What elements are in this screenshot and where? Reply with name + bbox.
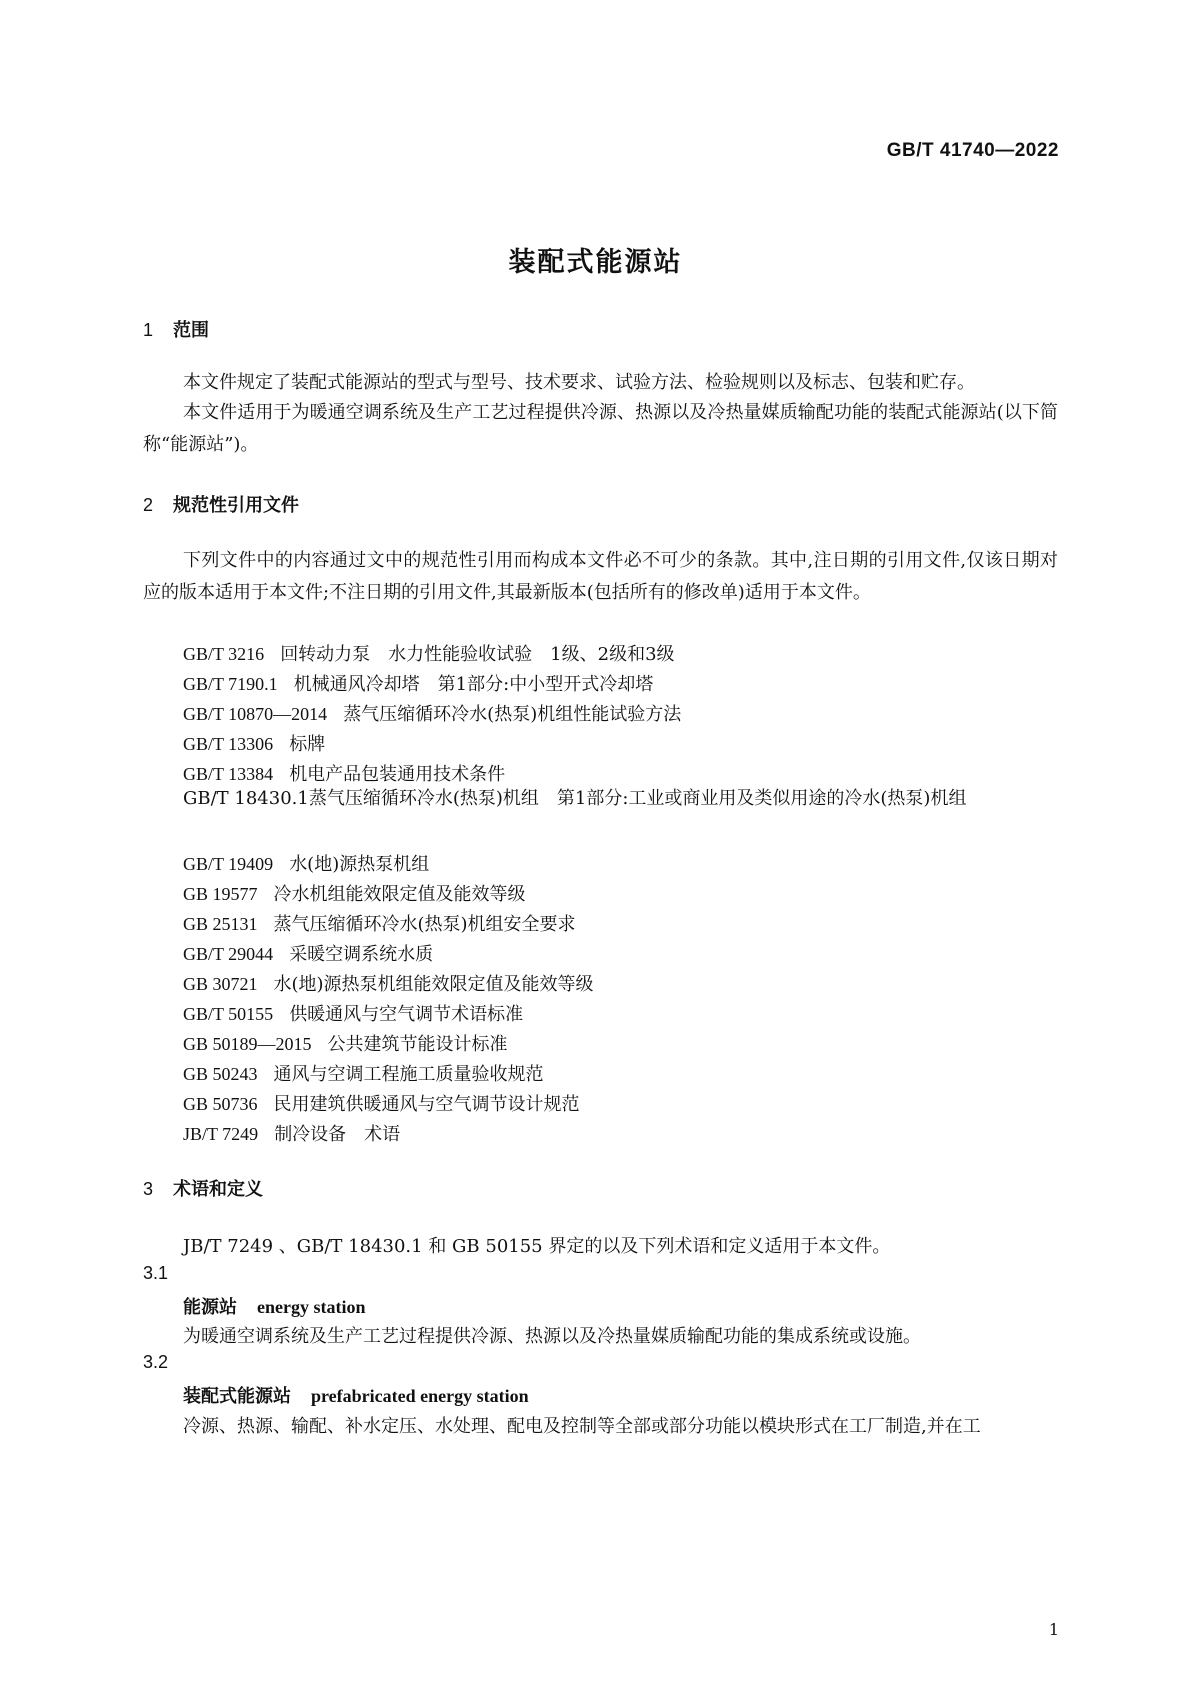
section-2-number: 2 [143, 495, 154, 515]
reference-code: GB/T 29044 [183, 944, 274, 964]
term-chinese: 能源站 [183, 1297, 237, 1318]
reference-title: 民用建筑供暖通风与空气调节设计规范 [273, 1094, 580, 1115]
term-number: 3.2 [143, 1352, 169, 1372]
standard-number: GB/T 41740—2022 [886, 140, 1059, 161]
section-2-title: 规范性引用文件 [173, 495, 299, 516]
reference-code: GB/T 10870—2014 [183, 704, 328, 724]
section-1-paragraph-2: 本文件适用于为暖通空调系统及生产工艺过程提供冷源、热源以及冷热量媒质输配功能的装配式能源站(以下简称“能源站”)。 [143, 402, 1058, 455]
section-1-heading [143, 316, 209, 342]
document-title: 装配式能源站 [508, 247, 683, 278]
reference-title: 蒸气压缩循环冷水(热泵)机组安全要求 [273, 914, 576, 935]
section-3-number: 3 [143, 1179, 154, 1199]
reference-item [183, 1000, 523, 1026]
reference-item [183, 1060, 544, 1086]
reference-item [183, 910, 576, 936]
reference-item [183, 670, 653, 696]
reference-title: 机械通风冷却塔 第1部分:中小型开式冷却塔 [293, 674, 654, 695]
reference-code: GB 30721 [183, 974, 258, 994]
section-1-paragraph-1: 本文件规定了装配式能源站的型式与型号、技术要求、试验方法、检验规则以及标志、包装和贮存。 [183, 372, 975, 393]
reference-item [183, 700, 681, 726]
reference-item [183, 970, 594, 996]
section-2-heading [143, 491, 299, 517]
reference-item [183, 940, 433, 966]
reference-title: 公共建筑节能设计标准 [327, 1034, 508, 1055]
reference-code: GB 50736 [183, 1094, 258, 1114]
reference-title: 制冷设备 术语 [274, 1124, 401, 1145]
reference-title: 水(地)源热泵机组能效限定值及能效等级 [273, 974, 594, 995]
section-3-heading [143, 1175, 263, 1201]
reference-title: 采暖空调系统水质 [289, 944, 434, 965]
reference-title: 蒸气压缩循环冷水(热泵)机组 第1部分:工业或商业用及类似用途的冷水(热泵)机组 [308, 788, 967, 809]
section-2-intro: 下列文件中的内容通过文中的规范性引用而构成本文件必不可少的条款。其中,注日期的引用文件,仅该日期对应的版本适用于本文件;不注日期的引用文件,其最新版本(包括所有的修改单)适用于本文件。 [143, 550, 1058, 603]
reference-code: GB 50243 [183, 1064, 258, 1084]
reference-title: 冷水机组能效限定值及能效等级 [273, 884, 526, 905]
section-3-title: 术语和定义 [173, 1179, 263, 1200]
reference-item [183, 850, 429, 876]
reference-code: GB 19577 [183, 884, 258, 904]
reference-code: JB/T 7249 [183, 1124, 259, 1144]
term-number: 3.1 [143, 1263, 169, 1283]
reference-item [183, 1090, 580, 1116]
term-definition: 冷源、热源、输配、补水定压、水处理、配电及控制等全部或部分功能以模块形式在工厂制造,并在工 [183, 1416, 981, 1437]
reference-item [143, 783, 1058, 815]
reference-code: GB/T 13306 [183, 734, 274, 754]
reference-item [183, 1030, 508, 1056]
reference-title: 标牌 [289, 734, 326, 755]
term-definition: 为暖通空调系统及生产工艺过程提供冷源、热源以及冷热量媒质输配功能的集成系统或设施。 [183, 1326, 921, 1347]
term-heading [183, 1293, 365, 1319]
page-number: 1 [1048, 1620, 1059, 1639]
section-1-title: 范围 [173, 320, 209, 341]
reference-title: 供暖通风与空气调节术语标准 [289, 1004, 524, 1025]
section-1-number: 1 [143, 320, 154, 340]
reference-code: GB 25131 [183, 914, 258, 934]
term-chinese: 装配式能源站 [183, 1386, 291, 1407]
section-3-intro: JB/T 7249 、GB/T 18430.1 和 GB 50155 界定的以及下列术语和定义适用于本文件。 [183, 1236, 891, 1257]
term-english: prefabricated energy station [311, 1386, 529, 1406]
reference-code: GB/T 13384 [183, 764, 274, 784]
reference-code: GB/T 50155 [183, 1004, 274, 1024]
reference-title: 蒸气压缩循环冷水(热泵)机组性能试验方法 [343, 704, 682, 725]
reference-title: 回转动力泵 水力性能验收试验 1级、2级和3级 [280, 644, 675, 665]
term-english: energy station [257, 1297, 366, 1317]
reference-item [183, 1120, 400, 1146]
reference-item [183, 730, 325, 756]
reference-code: GB/T 7190.1 [183, 674, 278, 694]
reference-title: 通风与空调工程施工质量验收规范 [273, 1064, 544, 1085]
reference-code: GB/T 18430.1 [183, 788, 309, 809]
reference-item [183, 640, 675, 666]
reference-code: GB/T 3216 [183, 644, 265, 664]
reference-title: 机电产品包装通用技术条件 [289, 764, 506, 785]
reference-code: GB 50189—2015 [183, 1034, 312, 1054]
term-heading [183, 1382, 529, 1408]
reference-title: 水(地)源热泵机组 [289, 854, 430, 875]
reference-code: GB/T 19409 [183, 854, 274, 874]
reference-item [183, 880, 526, 906]
